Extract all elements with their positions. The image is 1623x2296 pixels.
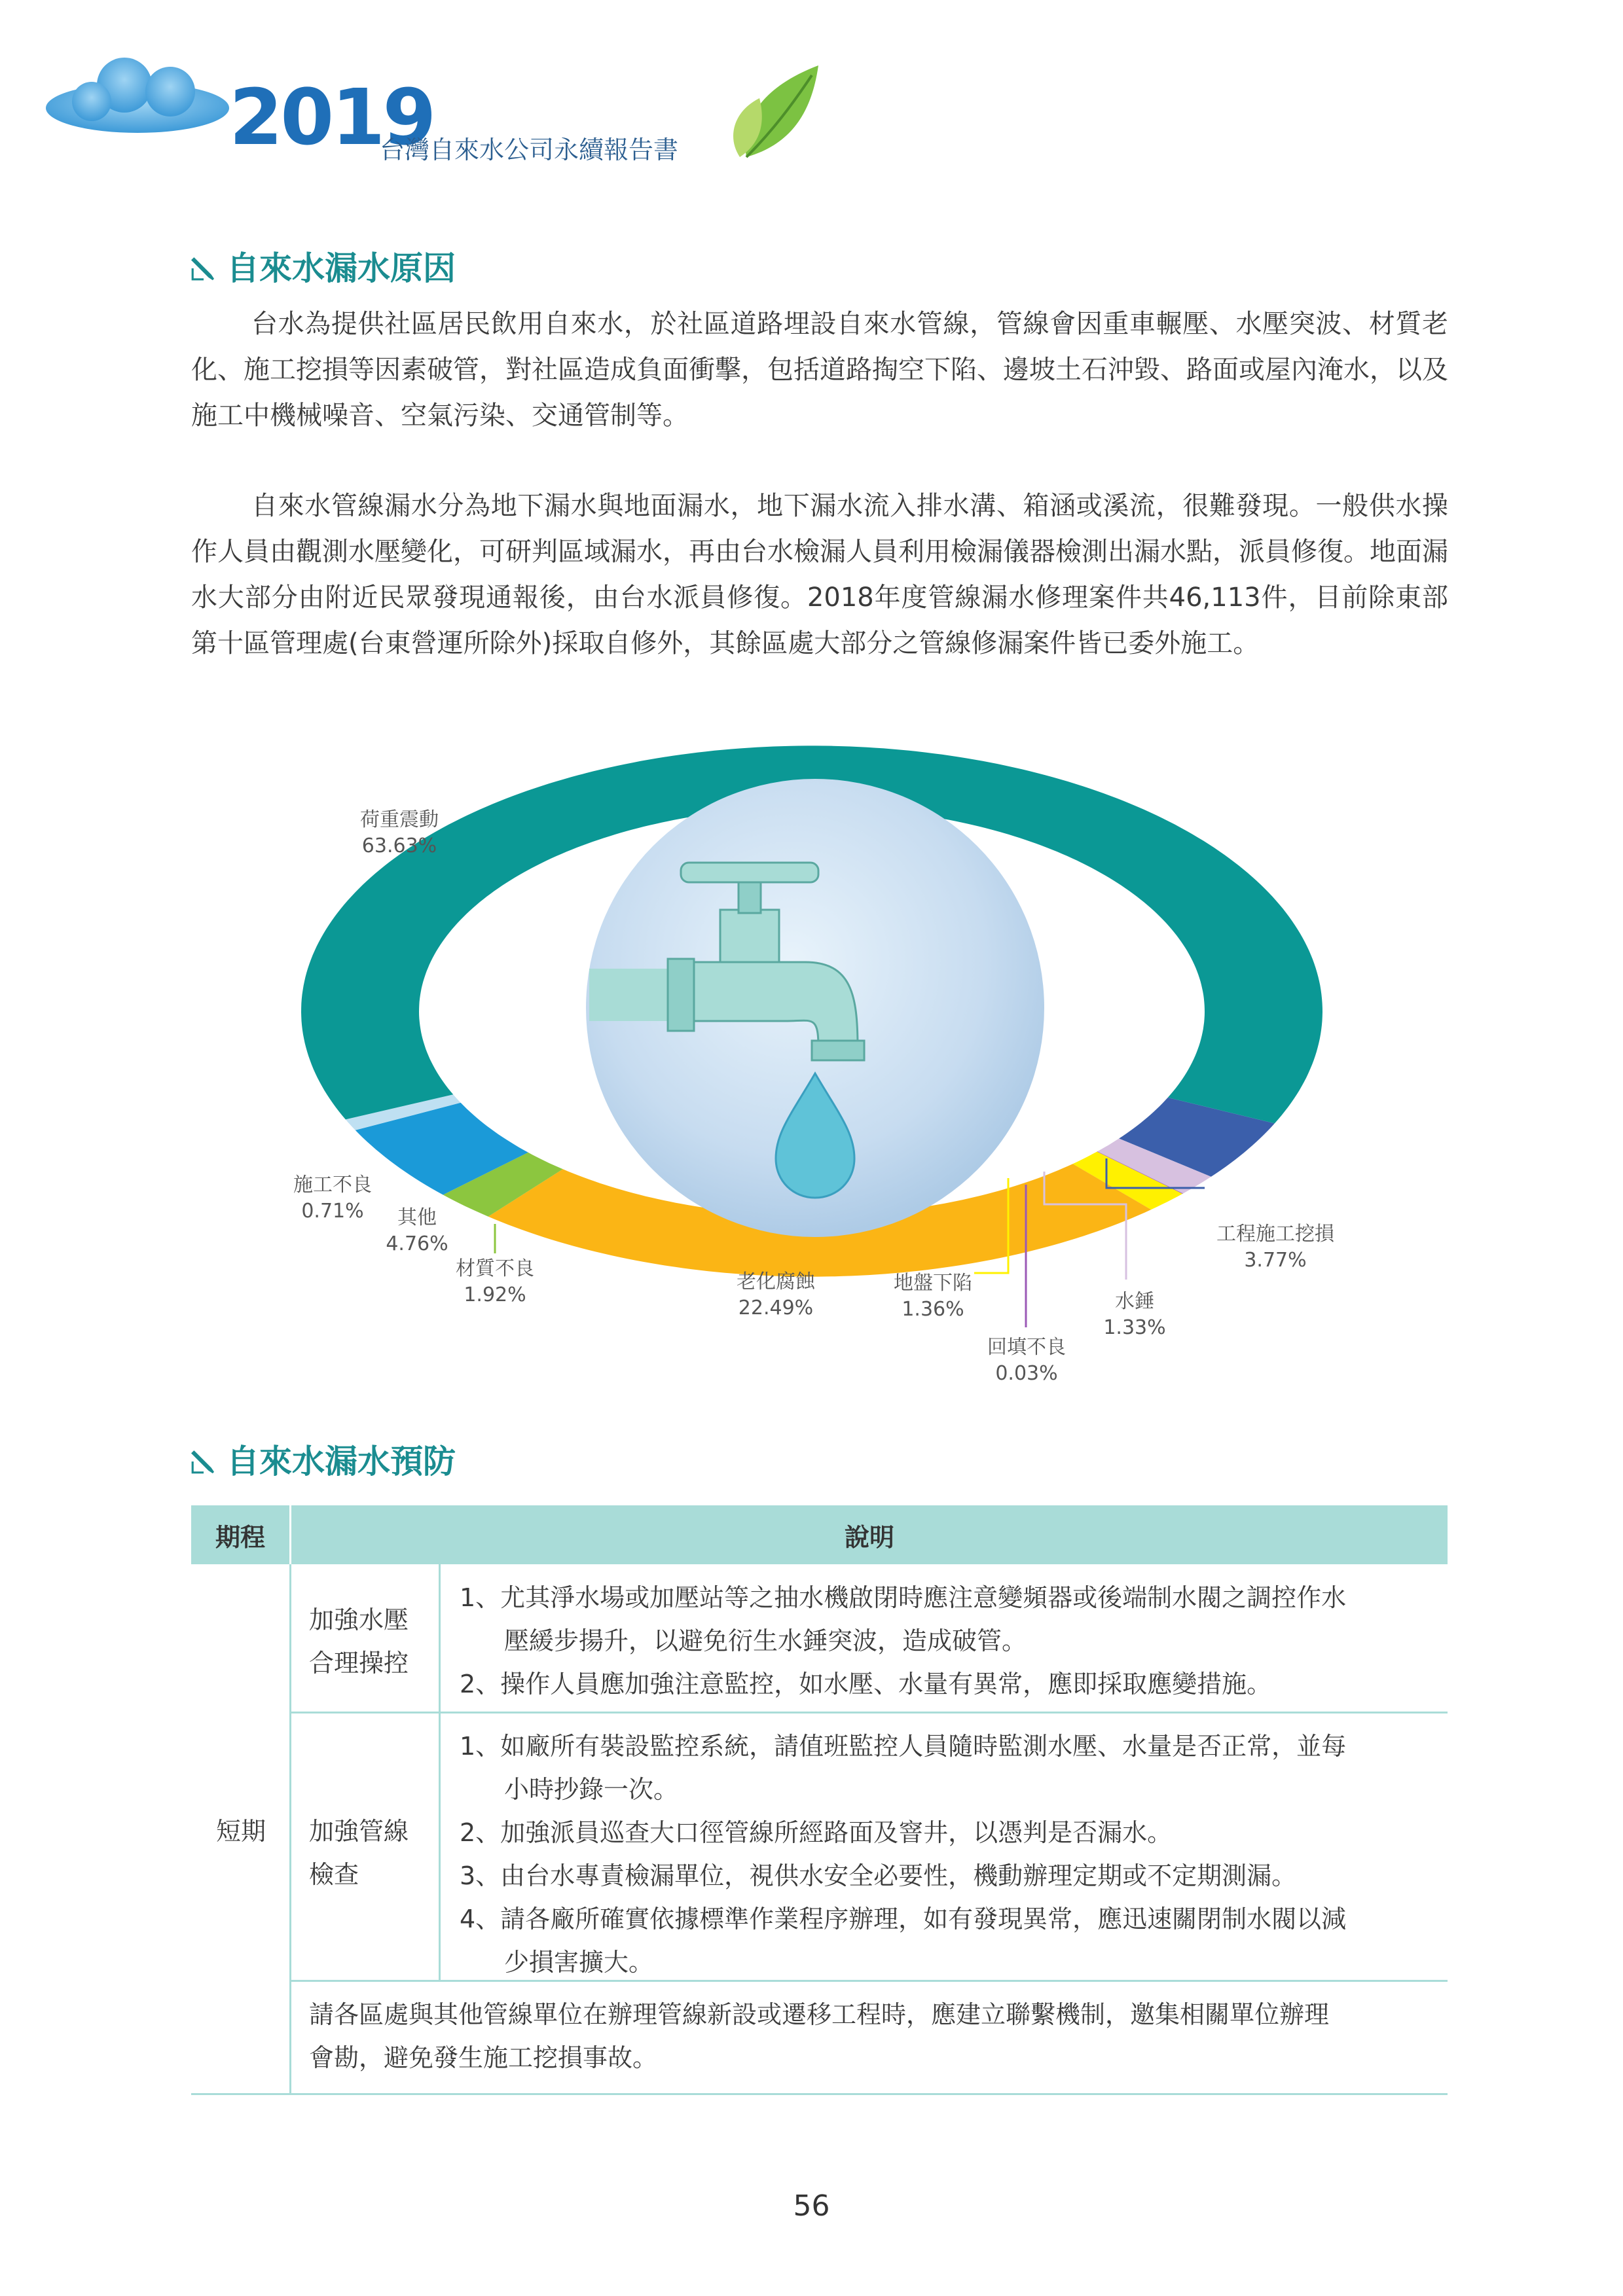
divider	[439, 1564, 441, 1980]
label-backfill-name: 回填不良	[987, 1336, 1066, 1359]
label-other-value: 4.76%	[386, 1232, 448, 1255]
report-year: 2019	[229, 72, 434, 162]
label-load-vibration-name: 荷重震動	[360, 808, 439, 831]
section-heading-text: 自來水漏水預防	[227, 1443, 456, 1480]
row2-item-line: 4、請各廠所確實依據標準作業程序辦理，如有發現異常，應迅速關閉制水閥以減	[460, 1905, 1347, 1933]
intro-paragraph: 台水為提供社區居民飲用自來水，於社區道路埋設自來水管線，管線會因重車輾壓、水壓突波、材質老化、施工挖損等因素破管，對社區造成負面衝擊，包括道路掏空下陷、邊坡土石沖毀、路面或屋內淹水，以及施工中機械噪音、空氣污染、交通管制等。	[191, 309, 1448, 431]
divider	[289, 1564, 291, 2094]
label-poor-construction-name: 施工不良	[293, 1174, 372, 1196]
label-water-hammer-name: 水錘	[1115, 1290, 1154, 1313]
page-number: 56	[793, 2189, 830, 2223]
row1-item-line: 2、操作人員應加強注意監控，如水壓、水量有異常，應即採取應變措施。	[460, 1670, 1272, 1698]
label-aging-name: 老化腐蝕	[737, 1270, 815, 1293]
divider	[289, 1712, 1448, 1713]
label-excavation-value: 3.77%	[1244, 1249, 1307, 1272]
report-title: 台灣自來水公司永續報告書	[380, 135, 679, 164]
label-aging-value: 22.49%	[738, 1297, 814, 1319]
row2-item-line: 3、由台水專責檢漏單位，視供水安全必要性，機動辦理定期或不定期測漏。	[460, 1861, 1297, 1890]
row2-item-line: 1、如廠所有裝設監控系統，請值班監控人員隨時監測水壓、水量是否正常，並每	[460, 1732, 1347, 1761]
label-poor-construction-value: 0.71%	[301, 1200, 364, 1223]
row2-category-line1: 加強管線	[309, 1817, 409, 1846]
row1-item-line: 1、尤其淨水場或加壓站等之抽水機啟閉時應注意變頻器或後端制水閥之調控作水	[460, 1583, 1347, 1612]
label-water-hammer-value: 1.33%	[1103, 1316, 1166, 1339]
prevention-table	[191, 1505, 1448, 2094]
period-cell: 短期	[216, 1817, 266, 1846]
row2-item-line: 少損害擴大。	[504, 1948, 654, 1977]
row1-category-line2: 合理操控	[309, 1649, 409, 1677]
label-load-vibration-value: 63.63%	[361, 834, 437, 857]
row1-category-line1: 加強水壓	[309, 1605, 409, 1634]
row2-category-line2: 檢查	[309, 1860, 359, 1889]
row3-text-line: 會勘，避免發生施工挖損事故。	[309, 2043, 658, 2072]
pen-icon	[190, 1448, 217, 1475]
section-heading-text: 自來水漏水原因	[227, 249, 456, 287]
header-description: 說明	[289, 1505, 1448, 1564]
leak-type-paragraph: 自來水管線漏水分為地下漏水與地面漏水，地下漏水流入排水溝、箱涵或溪流，很難發現。一般供水操作人員由觀測水壓變化，可研判區域漏水，再由台水檢漏人員利用檢漏儀器檢測出漏水點，派員修復。地面漏水大部分由附近民眾發現通報後，由台水派員修復。2018年度管線漏水修理案件共46,113件，目前除東部第十區管理處(台東營運所除外)採取自修外，其餘區處大部分之管線修漏案件皆已委外施工。	[191, 491, 1448, 658]
label-backfill-value: 0.03%	[995, 1362, 1058, 1385]
header-period: 期程	[215, 1522, 265, 1552]
label-other-name: 其他	[397, 1206, 437, 1229]
table-header	[191, 1505, 1448, 1564]
label-material-value: 1.92%	[464, 1283, 526, 1306]
label-material-name: 材質不良	[456, 1257, 534, 1280]
row2-item-line: 2、加強派員巡查大口徑管線所經路面及窨井，以憑判是否漏水。	[460, 1818, 1173, 1847]
divider	[191, 2093, 1448, 2095]
section-heading-leak-prevention	[190, 1445, 456, 1478]
divider	[289, 1980, 1448, 1982]
label-subsidence-value: 1.36%	[902, 1298, 964, 1321]
label-excavation-name: 工程施工挖損	[1216, 1223, 1334, 1246]
row3-text-line: 請各區處與其他管線單位在辦理管線新設或遷移工程時，應建立聯繫機制，邀集相關單位辦理	[309, 2000, 1330, 2029]
row1-item-line: 壓緩步揚升，以避免衍生水錘突波，造成破管。	[504, 1626, 1027, 1655]
faucet-illustration	[586, 779, 1044, 1237]
row2-item-line: 小時抄錄一次。	[504, 1775, 679, 1804]
label-subsidence-name: 地盤下陷	[894, 1272, 972, 1295]
table-body	[191, 1564, 1448, 2094]
